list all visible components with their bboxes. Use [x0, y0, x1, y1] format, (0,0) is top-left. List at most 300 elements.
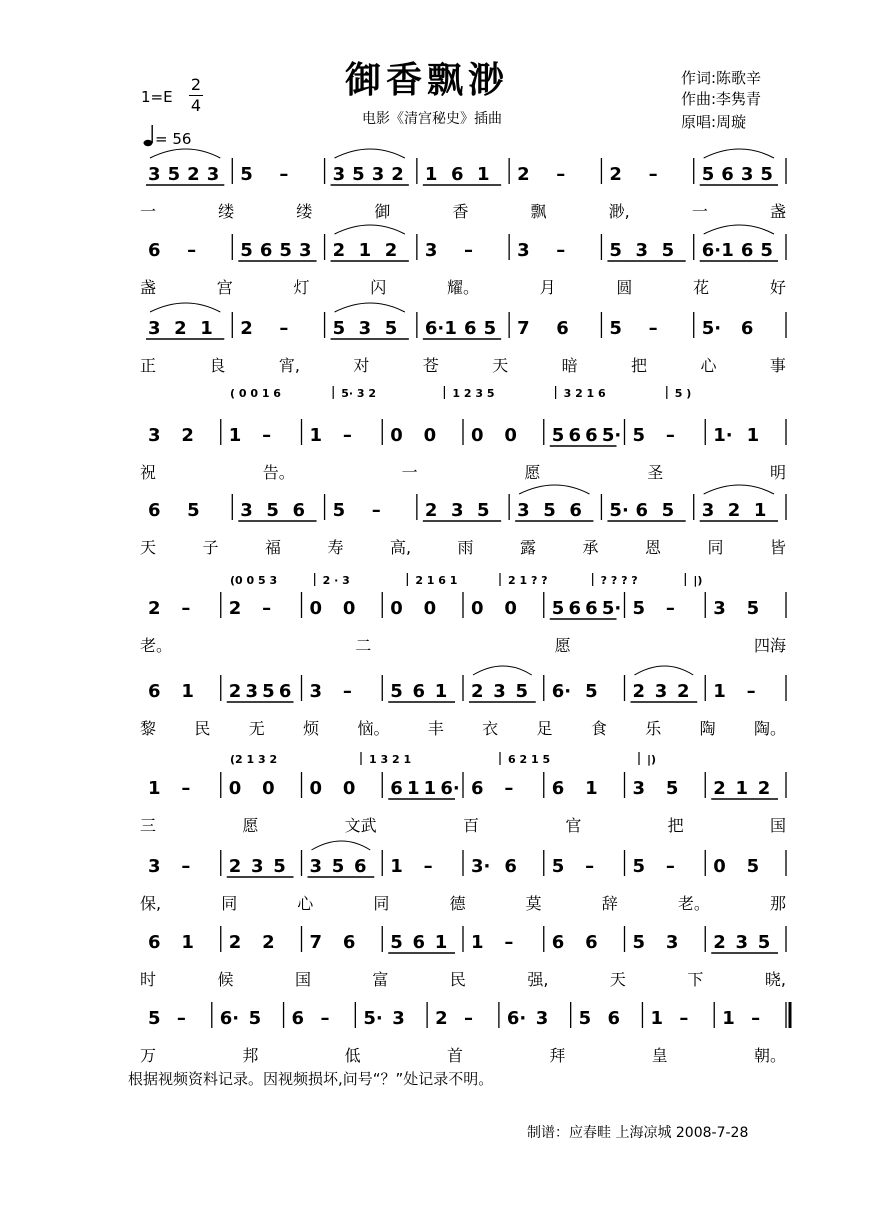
lyric-word: 宵,: [278, 356, 300, 375]
lyric-word: 百: [462, 816, 479, 835]
lyric-word: 晓,: [764, 970, 786, 989]
note: 6: [504, 856, 517, 877]
note: 6: [740, 318, 754, 339]
lyric-word: 首: [446, 1046, 463, 1065]
note: 1: [753, 500, 767, 521]
lyric-word: 天: [140, 538, 157, 557]
lyricist: 作词:陈歌辛: [681, 69, 762, 87]
lyric-word: 德: [449, 894, 466, 913]
lyric-word: 皆: [769, 538, 786, 557]
note: 3: [713, 598, 726, 619]
note: 2: [757, 778, 771, 799]
note: 1: [746, 425, 760, 446]
lyric-word: 国: [294, 970, 311, 989]
note: 6: [585, 932, 598, 953]
lyric-word: 同: [373, 894, 390, 913]
note: 6·: [551, 681, 572, 702]
note: 2: [391, 164, 404, 185]
note: 5: [757, 932, 771, 953]
song-title: 御香飘渺: [345, 59, 510, 101]
lyric-word: 承: [582, 538, 599, 557]
note: 0: [504, 425, 517, 446]
note: 3: [517, 500, 530, 521]
note: 6: [148, 932, 161, 953]
note: 5: [390, 932, 403, 953]
slur: [335, 303, 405, 312]
note: 2: [435, 1008, 448, 1029]
lyric-word: 盏: [140, 278, 157, 297]
note: 2: [632, 681, 646, 702]
note: 5: [551, 425, 565, 446]
lyric-word: 把: [667, 816, 684, 835]
note: 1: [650, 1008, 663, 1029]
note: 3: [245, 681, 258, 702]
original-singer: 原唱:周璇: [681, 113, 747, 131]
lyric-word: 渺,: [608, 202, 630, 221]
intro-segment: 5 ): [674, 387, 692, 400]
note: 5: [266, 500, 279, 521]
note: 5: [167, 164, 181, 185]
lyric-word: 盏: [769, 202, 786, 221]
time-signature-bottom: 4: [190, 96, 202, 115]
lyric-word: 心: [700, 356, 717, 375]
note: 6·: [506, 1008, 527, 1029]
note: 1: [228, 425, 242, 446]
lyric-word: 一: [140, 202, 157, 221]
lyric-word: 福: [264, 538, 281, 557]
lyric-word: 露: [519, 538, 536, 557]
lyric-word: 拜: [549, 1046, 566, 1065]
note: –: [423, 856, 433, 877]
lyric-word: 花: [693, 278, 710, 297]
note: 5: [262, 681, 275, 702]
note: 6·: [424, 318, 445, 339]
lyric-word: 同: [707, 538, 724, 557]
note: 0: [309, 778, 323, 799]
note: 6: [148, 681, 161, 702]
slur: [150, 303, 220, 312]
lyric-word: 子: [202, 538, 219, 557]
slur: [335, 149, 405, 158]
note: 5: [352, 164, 365, 185]
lyric-word: 足: [536, 719, 553, 738]
lyric-word: 老。: [677, 894, 710, 913]
note: –: [342, 425, 352, 446]
note: 1: [406, 778, 420, 799]
note: 2: [262, 932, 275, 953]
note: 2: [228, 681, 242, 702]
note: 3: [701, 500, 715, 521]
transcription-note: 根据视频资料记录。因视频损坏,问号“？”处记录不明。: [128, 1070, 494, 1088]
note: 6: [551, 932, 565, 953]
note: –: [181, 778, 191, 799]
note: 6: [291, 1008, 305, 1029]
lyric-word: 正: [140, 356, 157, 375]
lyric-word: 缕: [296, 202, 313, 221]
lyric-word: 文武: [344, 816, 377, 835]
lyrics-row-5: [140, 535, 786, 558]
note: 3: [251, 856, 264, 877]
note: 1: [148, 778, 161, 799]
lyric-word: 黎: [140, 719, 157, 738]
note: 5: [609, 240, 622, 261]
time-signature-top: 2: [190, 75, 202, 94]
note: 5: [332, 318, 346, 339]
note: 5: [760, 240, 773, 261]
lyric-word: 一: [401, 463, 418, 482]
note: –: [187, 240, 197, 261]
lyric-word: 灯: [293, 278, 310, 297]
note: 5: [661, 500, 675, 521]
note: 6: [556, 318, 569, 339]
note: 6: [568, 598, 581, 619]
lyric-word: 候: [217, 970, 234, 989]
note: 1: [423, 778, 437, 799]
note: 3: [148, 318, 161, 339]
note: 1: [722, 1008, 735, 1029]
score-row-3: [0, 276, 890, 396]
note: 6: [740, 240, 754, 261]
note: –: [648, 318, 658, 339]
note: 6: [471, 778, 484, 799]
lyric-word: 恼。: [357, 719, 390, 738]
note: 6: [585, 598, 598, 619]
note: 5: [390, 681, 403, 702]
intro-segment: 3 2 1 6: [563, 387, 606, 400]
slur: [704, 149, 774, 158]
note: 3: [309, 681, 323, 702]
note: 2: [181, 425, 194, 446]
intro-segment: 2 1 6 1: [415, 574, 458, 587]
note: 0: [504, 598, 517, 619]
note: 3: [654, 681, 668, 702]
lyric-word: 富: [372, 970, 389, 989]
note: 6·: [219, 1008, 240, 1029]
note: 2: [240, 318, 253, 339]
slur: [704, 485, 774, 494]
note: –: [504, 778, 514, 799]
lyric-word: 邦: [242, 1046, 259, 1065]
note: 2: [174, 318, 187, 339]
note: 1: [721, 240, 734, 261]
intro-segment: ( 0 0 1 6: [230, 387, 281, 400]
note: 6: [568, 425, 581, 446]
lyric-word: 香: [452, 202, 469, 221]
note: 3: [740, 164, 754, 185]
note: 5·: [601, 598, 622, 619]
note: 1: [434, 681, 448, 702]
intro-segment: (2 1 3 2: [230, 753, 278, 766]
note: 5: [248, 1008, 262, 1029]
intro-segment: ? ? ? ?: [600, 574, 638, 587]
note: 5: [760, 164, 773, 185]
intro-segment: 6 2 1 5: [508, 753, 551, 766]
note: –: [464, 240, 473, 261]
note: 1: [390, 856, 403, 877]
note: 6: [412, 932, 426, 953]
note: 2: [727, 500, 741, 521]
lyric-word: 食: [590, 719, 607, 738]
note: 1: [309, 425, 323, 446]
note: 3·: [471, 856, 491, 877]
lyric-word: 保,: [140, 894, 162, 913]
note: 2: [228, 598, 242, 619]
lyric-word: 三: [140, 816, 157, 835]
lyric-word: 下: [687, 970, 704, 989]
intro-segment: 2 1 ? ?: [508, 574, 548, 587]
lyric-word: 朝。: [753, 1046, 786, 1065]
slur: [519, 485, 589, 494]
note: 5: [515, 681, 529, 702]
intro-segment: |): [647, 753, 657, 766]
note: 6: [148, 500, 161, 521]
note: 5: [701, 164, 715, 185]
lyric-word: 御: [374, 202, 391, 221]
lyric-word: 民: [194, 719, 211, 738]
note: 2: [228, 932, 242, 953]
note: 6·: [701, 240, 722, 261]
lyric-word: 耀。: [446, 278, 479, 297]
note: –: [504, 932, 514, 953]
lyric-word: 缕: [218, 202, 235, 221]
note: 3: [371, 164, 385, 185]
note: 6: [412, 681, 426, 702]
lyric-word: 同: [221, 894, 238, 913]
note: 5: [187, 500, 200, 521]
lyric-word: 愿: [524, 463, 541, 482]
note: –: [648, 164, 658, 185]
note: 5: [632, 856, 646, 877]
note: 0: [471, 425, 484, 446]
note: 5: [240, 240, 253, 261]
note: 0: [471, 598, 484, 619]
note: 6: [278, 681, 292, 702]
note: 6: [464, 318, 477, 339]
note: 2: [228, 856, 242, 877]
note: 1: [477, 164, 490, 185]
lyric-word: 老。: [140, 636, 173, 655]
lyric-word: 明: [769, 463, 786, 482]
lyric-word: 雨: [457, 538, 474, 557]
lyric-word: 天: [609, 970, 626, 989]
note: 2: [471, 681, 484, 702]
note: 1: [181, 932, 194, 953]
intro-segment: 5· 3 2: [341, 387, 377, 400]
note: –: [679, 1008, 689, 1029]
lyric-word: 官: [565, 816, 582, 835]
note: 3: [358, 318, 372, 339]
note: 0: [390, 598, 403, 619]
note: 6: [342, 932, 356, 953]
lyric-word: 乐: [645, 719, 662, 738]
slur: [150, 149, 220, 158]
note: –: [181, 598, 191, 619]
lyric-word: 宫: [216, 278, 233, 297]
note: 3: [535, 1008, 549, 1029]
tempo-value: = 56: [155, 130, 192, 148]
note: 0: [228, 778, 242, 799]
lyric-word: 飘: [530, 202, 547, 221]
lyric-word: 时: [140, 970, 157, 989]
note: –: [262, 425, 272, 446]
note: 5·: [363, 1008, 383, 1029]
note: 7: [309, 932, 323, 953]
note: 5: [551, 598, 565, 619]
note: 5: [240, 164, 253, 185]
lyric-word: 恩: [644, 538, 661, 557]
note: 3: [299, 240, 312, 261]
note: 3: [392, 1008, 405, 1029]
note: 0: [262, 778, 275, 799]
note: 1·: [713, 425, 733, 446]
note: –: [279, 164, 289, 185]
note: –: [585, 856, 595, 877]
slur: [312, 841, 371, 850]
note: 6: [354, 856, 367, 877]
lyric-word: 一: [691, 202, 708, 221]
note: –: [464, 1008, 473, 1029]
note: 6: [292, 500, 306, 521]
note: 5·: [701, 318, 722, 339]
lyric-word: 皇: [651, 1046, 668, 1065]
lyric-word: 陶。: [753, 719, 786, 738]
note: –: [665, 598, 675, 619]
lyric-word: 愿: [242, 816, 259, 835]
lyric-word: 那: [769, 894, 786, 913]
lyric-word: 好: [769, 278, 786, 297]
note: 0: [309, 598, 323, 619]
lyric-word: 苍: [422, 356, 439, 375]
lyric-word: 丰: [427, 719, 444, 738]
note: –: [181, 856, 191, 877]
note: 2: [187, 164, 200, 185]
lyric-word: 四海: [753, 636, 786, 655]
note: 6: [390, 778, 403, 799]
note: –: [556, 164, 566, 185]
note: 5: [384, 318, 398, 339]
note: 0: [390, 425, 403, 446]
lyric-word: 闪: [370, 278, 387, 297]
note: 3: [450, 500, 464, 521]
note: 3: [635, 240, 649, 261]
note: 5: [332, 500, 346, 521]
note: 0: [423, 598, 437, 619]
note: 1: [585, 778, 598, 799]
note: 5: [148, 1008, 161, 1029]
note: 5: [632, 425, 646, 446]
note: 5·: [601, 425, 622, 446]
note: 1: [200, 318, 213, 339]
slur: [635, 666, 694, 675]
time-signature: [186, 75, 206, 116]
note: 1: [471, 932, 484, 953]
note: 6: [148, 240, 161, 261]
note: 2: [609, 164, 622, 185]
note: 6: [607, 1008, 621, 1029]
note: 2: [713, 932, 726, 953]
lyric-word: 无: [248, 719, 265, 738]
note: –: [665, 425, 675, 446]
note: 6: [551, 778, 565, 799]
note: 2: [332, 240, 346, 261]
slur: [473, 666, 532, 675]
slur: [704, 225, 774, 234]
slur: [335, 225, 405, 234]
note: 0: [423, 425, 437, 446]
note: 1: [358, 240, 372, 261]
note: 3: [148, 164, 161, 185]
intro-segment: |): [693, 574, 703, 587]
note: 5·: [609, 500, 629, 521]
note: –: [176, 1008, 186, 1029]
lyric-word: 万: [140, 1046, 157, 1065]
note: 1: [444, 318, 457, 339]
note: 5: [483, 318, 497, 339]
note: 5: [665, 778, 679, 799]
note: 5: [331, 856, 345, 877]
note: 5: [632, 598, 646, 619]
lyric-word: 寿: [327, 538, 344, 557]
note: 3: [665, 932, 679, 953]
lyric-word: 国: [769, 816, 786, 835]
note: –: [342, 681, 352, 702]
lyric-word: 良: [209, 356, 226, 375]
note: 6: [259, 240, 273, 261]
note: 2: [424, 500, 438, 521]
note: 3: [493, 681, 506, 702]
song-subtitle: 电影《清宫秘史》插曲: [362, 111, 502, 127]
composer: 作曲:李隽青: [681, 90, 762, 108]
intro-segment: 1 3 2 1: [369, 753, 412, 766]
note: 5: [661, 240, 675, 261]
note: 3: [309, 856, 323, 877]
lyric-word: 民: [449, 970, 466, 989]
lyric-word: 二: [355, 636, 372, 655]
note: 6·: [440, 778, 460, 799]
note: 1: [735, 778, 749, 799]
note: 5: [273, 856, 286, 877]
lyric-word: 强,: [527, 970, 549, 989]
note: 6: [635, 500, 649, 521]
note: 2: [384, 240, 398, 261]
note: 1: [434, 932, 448, 953]
note: –: [279, 318, 289, 339]
note: 1: [713, 681, 726, 702]
note: 3: [240, 500, 253, 521]
lyric-word: 圣: [647, 463, 664, 482]
note: 3: [424, 240, 438, 261]
lyric-word: 祝: [140, 463, 157, 482]
note: 2: [713, 778, 726, 799]
note: 2: [517, 164, 530, 185]
lyric-word: 月: [539, 278, 556, 297]
lyric-word: 低: [344, 1046, 361, 1065]
lyric-word: 告。: [262, 463, 295, 482]
lyric-word: 衣: [482, 719, 499, 738]
lyric-word: 高,: [389, 538, 412, 557]
note: 2: [148, 598, 161, 619]
note: –: [556, 240, 566, 261]
note: 5: [279, 240, 292, 261]
note: –: [746, 681, 756, 702]
note: 5: [746, 598, 760, 619]
note: 3: [332, 164, 346, 185]
note: 3: [517, 240, 530, 261]
note: –: [320, 1008, 330, 1029]
note: 1: [181, 681, 194, 702]
lyric-word: 烦: [303, 719, 320, 738]
note: 0: [713, 856, 726, 877]
